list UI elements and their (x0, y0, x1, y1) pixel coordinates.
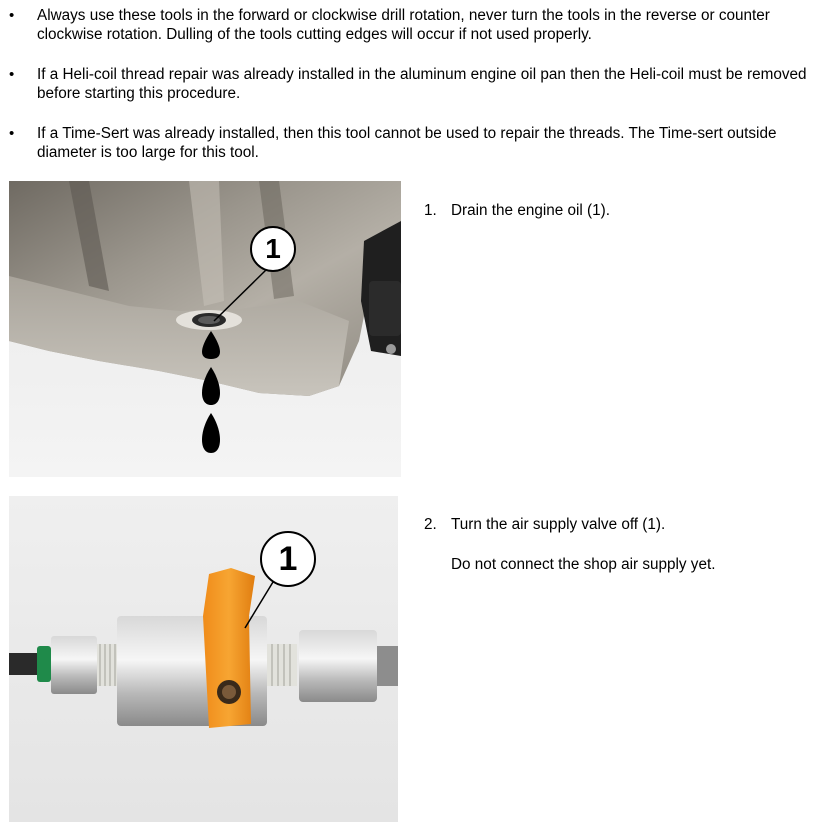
air-valve-illustration (9, 496, 398, 822)
bullet-text: If a Heli-coil thread repair was already installed in the aluminum engine oil pan then the Heli-coil must be removed before starting this procedure. (37, 66, 807, 102)
bullet-text: Always use these tools in the forward or clockwise drill rotation, never turn the tools in the reverse or counter clockwise rotation. Dulling of the tools cutting edges will occur if not used properly. (37, 7, 770, 43)
step-number: 1. (424, 202, 437, 219)
bullet-dot: • (9, 7, 15, 24)
step-text: Drain the engine oil (1). (451, 202, 611, 219)
oil-pan-illustration (9, 181, 401, 477)
step-2-note: Do not connect the shop air supply yet. (451, 556, 716, 573)
step-number: 2. (424, 516, 437, 533)
bullet-item (0, 65, 821, 103)
callout-1: 1 (265, 233, 281, 264)
bullet-text: If a Time-Sert was already installed, then this tool cannot be used to repair the threads. The Time-sert outside diameter is too large for this tool. (37, 125, 777, 161)
oil-pan-photo (9, 181, 401, 477)
bullet-item (0, 124, 821, 162)
bullet-dot: • (9, 125, 15, 142)
step-1 (424, 201, 610, 220)
bullet-item (0, 6, 821, 44)
callout-1: 1 (278, 540, 298, 578)
bullet-dot: • (9, 66, 15, 83)
step-text: Turn the air supply valve off (1). (451, 516, 666, 533)
warning-bullets (0, 6, 821, 183)
step-2 (424, 515, 665, 534)
air-valve-photo (9, 496, 398, 822)
